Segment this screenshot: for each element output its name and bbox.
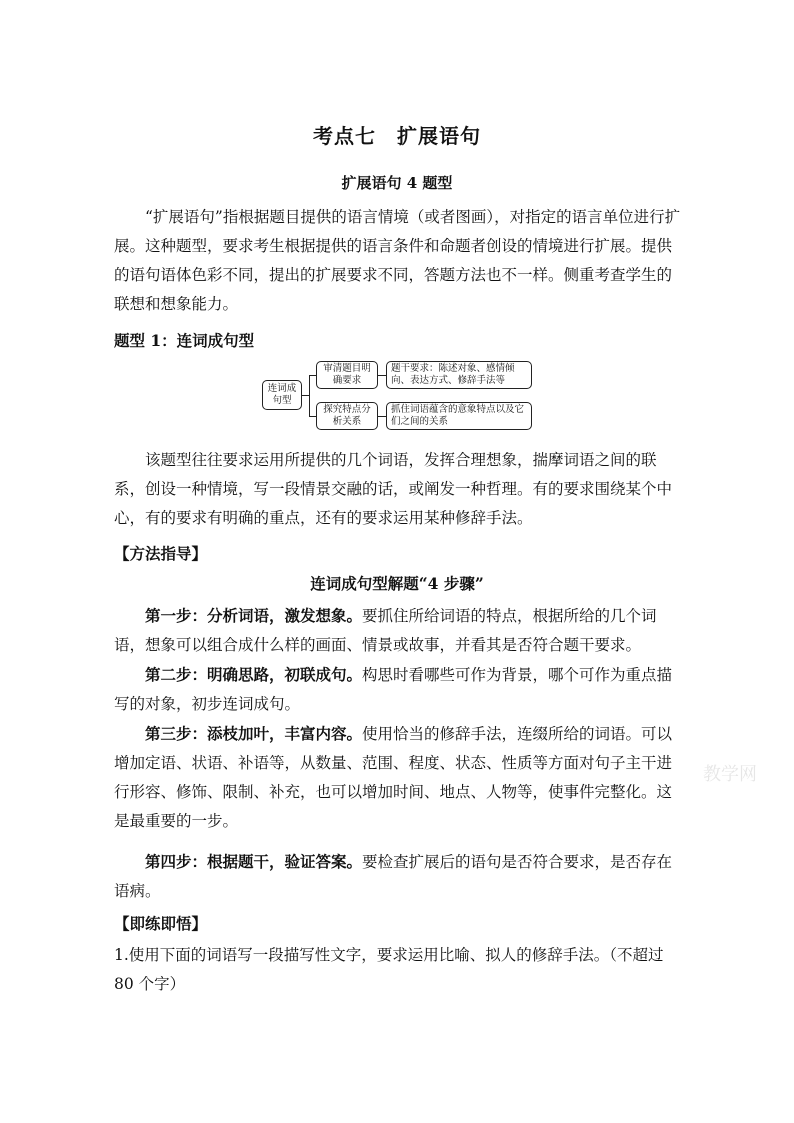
diagram-mid-box-2: 探究特点分析关系: [316, 402, 378, 430]
diagram-root-box: 连词成句型: [262, 380, 302, 410]
watermark: 教学网: [703, 764, 757, 785]
type1-description: 该题型往往要求运用所提供的几个词语，发挥合理想象，揣摩词语之间的联系，创设一种情境，写一段情景交融的话，或阐发一种哲理。有的要求围绕某个中心，有的要求有明确的重点，还有的要求运用某种修辞手法。: [114, 451, 673, 527]
connector-line: [378, 375, 386, 376]
step-4-text: 要检查扩展后的语句是否符合要求，是否存在语病。: [114, 853, 673, 900]
type1-heading: 题型 1：连词成句型: [114, 331, 255, 350]
section-subtitle: 扩展语句 4 题型: [341, 174, 453, 192]
diagram-leaf-box-2: 抓住词语蕴含的意象特点以及它们之间的关系: [386, 402, 532, 430]
diagram-leaf-box-1: 题干要求：陈述对象、感情倾向、表达方式、修辞手法等: [386, 361, 532, 389]
step-1-text: 要抓住所给词语的特点，根据所给的几个词语，想象可以组合成什么样的画面、情景或故事，并看其是否符合题干要求。: [114, 607, 657, 654]
method-heading: 【方法指导】: [114, 544, 208, 563]
connector-line: [302, 395, 309, 396]
step-2-text: 构思时看哪些可作为背景，哪个可作为重点描写的对象，初步连词成句。: [114, 666, 673, 713]
connector-line: [378, 416, 386, 417]
practice-heading: 【即练即悟】: [114, 914, 208, 933]
connector-line: [309, 416, 316, 417]
page-title: 考点七 扩展语句: [313, 124, 481, 148]
question-1: 1.使用下面的词语写一段描写性文字，要求运用比喻、拟人的修辞手法。（不超过 80 个字）: [114, 946, 664, 993]
connector-line: [309, 375, 310, 416]
step-3-text: 使用恰当的修辞手法，连缀所给的词语。可以增加定语、状语、补语等，从数量、范围、程度、状态、性质等方面对句子主干进行形容、修饰、限制、补充，也可以增加时间、地点、人物等，使事件完整化。这是最重要的一步。: [114, 725, 673, 830]
step-4-label: 第四步：根据题干，验证答案。: [145, 852, 363, 871]
step-1: [114, 601, 684, 660]
step-3: [114, 719, 684, 836]
connector-line: [309, 375, 316, 376]
step-3-label: 第三步：添枝加叶，丰富内容。: [145, 724, 363, 743]
structure-diagram: [262, 358, 534, 432]
diagram-mid-box-1: 审清题目明确要求: [316, 361, 378, 389]
intro-paragraph: “扩展语句”指根据题目提供的语言情境（或者图画），对指定的语言单位进行扩展。这种题型，要求考生根据提供的语言条件和命题者创设的情境进行扩展。提供的语句语体色彩不同，提出的扩展要求不同，答题方法也不一样。侧重考查学生的联想和想象能力。: [114, 208, 681, 313]
step-2: [114, 660, 684, 719]
step-2-label: 第二步：明确思路，初联成句。: [145, 665, 363, 684]
step-1-label: 第一步：分析词语，激发想象。: [145, 606, 363, 625]
steps-heading: 连词成句型解题“4 步骤”: [310, 574, 484, 593]
step-4: [114, 847, 684, 906]
